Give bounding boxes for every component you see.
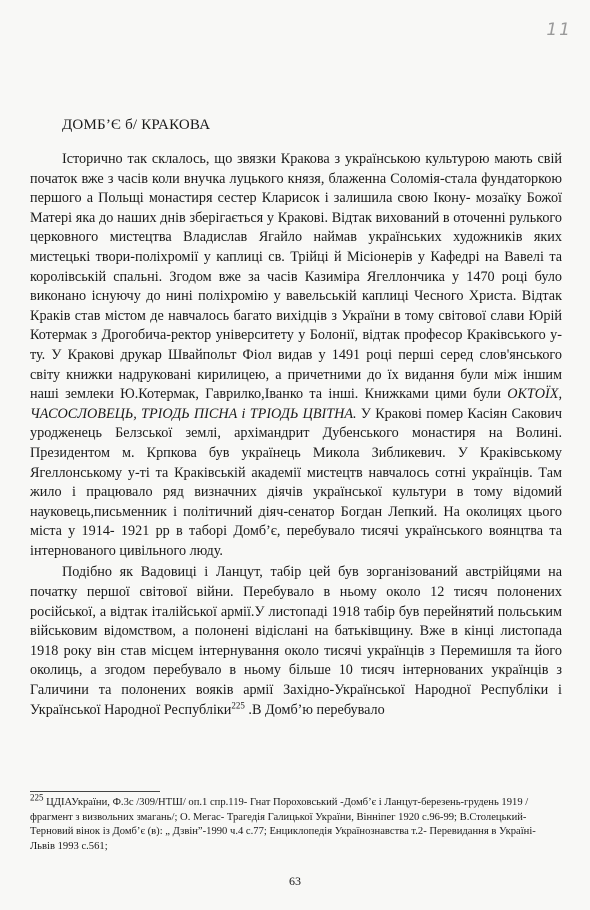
paragraph-1 [30,150,562,561]
paragraph-2-text-a: Подібно як Вадовиці і Ланцут, табір цей був зорганізований австрійцями на початку першої світової війни. Перебувало в ньому около 12 тисяч полонених російської, а відтак італійської армії.У листопаді 1918 табір був перейнятий польським військовим відомством, а полонені відіслані на батьківщину. Вже в кінці листопада 1918 року він став місцем інтернування около тисячі українців з Перемишля та його околиць, а згодом перебувало в ньому більше 10 тисяч інтернованих українців з Галичини та полонених вояків армії Західно-Української Народної Республіки і Української Народної Республіки [30,564,562,718]
section-title: ДОМБ’Є б/ КРАКОВА [62,117,211,133]
page-number: 63 [289,874,301,888]
body-text [30,150,562,720]
paragraph-1-text-b: У Кракові помер Касіян Сакович уродженець Белзської землі, архімандрит Дубенського монастиря на Волині. Президентом м. Крпкова був українець Микола Зибликевич. У Краківському Ягеллонському у-ті та Краківській академії мистецтв навчалось сотні українців. Там жило і працювало ряд визначних діячів української культури в тому відомий науковець,письменник і політичний діяч-сенатор Богдан Лепкий. На околицях цього міста у 1914- 1921 рр в таборі Домб’є, перебувало тисячі українського воянцтва та інтернованого цивільного люду. [30,405,562,559]
book-titles-italic: ОКТОЇХ, ЧАСОСЛОВЕЦЬ, ТРІОДЬ ПІСНА і ТРІОДЬ ЦВІТНА. [30,386,562,422]
footnote-marker: 225 [30,792,44,803]
footnote [30,792,562,854]
paragraph-2-text-b: .В Домб’ю перебувало [244,701,385,718]
footnote-reference: 225 [231,699,245,710]
footnote-divider [30,791,160,792]
footnote-text: ЦДІАУкраїни, Ф.3с /309/НТШ/ оп.1 спр.119- Гнат Пороховський -Домб’є і Ланцут-березень-грудень 1919 / фрагмент з визвольних змагань/; О. Мегас- Трагедія Галицької України, Вінніпег 1920 с.96-99; В.Столецький- Терновий вінок із Домб’є (в): „ Дзвін”-1990 ч.4 с.77; Енциклопедія Українознавства т.2- Перевидання в Україні- Львів 1993 с.561; [30,797,536,852]
handwritten-page-number: 11 [546,20,572,40]
paragraph-2 [30,563,562,720]
paragraph-1-text-a: Історично так склалось, що звязки Кракова з українською культурою мають свій початок вже з часів коли внучка луцького князя, блаженна Соломія-стала фундаторкою першого а Польщі монастиря сестер Кларисок і залишила свою Ікону- мозаїку Божої Матері яка до наших днів зберігається у Кракові. Відтак вихований в оточенні рулького церковного мистецтва Владислав Ягайло наймав українських художників яких мистецькі твори-поліхромії у каплиці св. Трійці й Місіонерів у Кафедрі на Вавелі та королівській спальні. Згодом вже за часів Казиміра Ягеллончика у 1470 році було виконано існуючу до нині поліхромію у вавельській каплиці Чесного Христа. Відтак Краків став містом де навчалось багато вихідців з України в тому світової слави Юрій Котермак з Дрогобича-ректор університету у Болонії, відтак професор Краківського у-ту. У Кракові друкар Швайпольт Фіол видав у 1491 році перші серед слов'янського світу книжки надруковані кирилицею, а причетними до їх видання були між іншим наші землеки Ю.Котермак, Гаврилко,Іванко та інші. Книжками цими були [30,151,562,403]
